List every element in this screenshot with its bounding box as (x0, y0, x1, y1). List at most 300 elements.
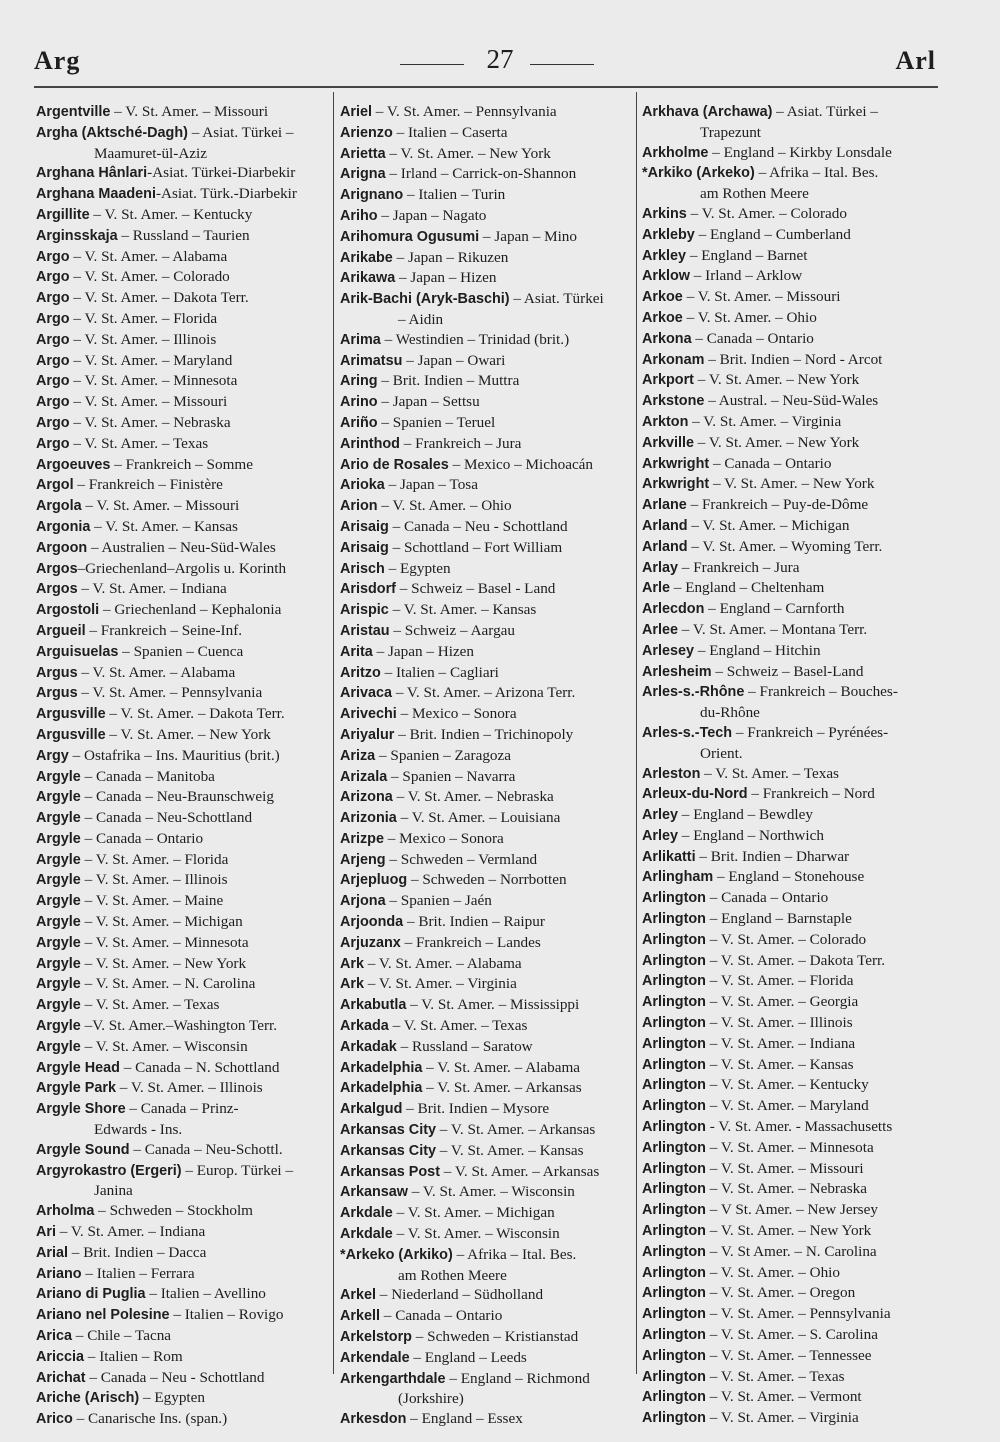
entry-headword: Arica (36, 1328, 72, 1345)
gazetteer-entry (36, 226, 330, 247)
gazetteer-entry (642, 350, 938, 371)
gazetteer-entry (36, 309, 330, 330)
entry-location: – V. St. Amer. – New York (709, 475, 875, 493)
gazetteer-entry (642, 1159, 938, 1180)
entry-headword: Arles-s.-Tech (642, 724, 733, 741)
entry-headword: Ari (36, 1224, 56, 1241)
entry-location: – V. St. Amer. – Indiana (56, 1223, 206, 1241)
entry-headword: Arlington (642, 1160, 706, 1177)
entry-location: – V. St. Amer. – Illinois (80, 871, 228, 889)
entry-headword: Argyle (36, 1038, 81, 1055)
entry-location: – V. St Amer. – N. Carolina (705, 1242, 877, 1260)
entry-location: Janina (94, 1182, 133, 1200)
gazetteer-entry (642, 495, 938, 516)
gazetteer-entry (36, 517, 330, 538)
entry-location: – Schweden – Norrbotten (407, 871, 567, 889)
entry-headword: Arlington (642, 1347, 706, 1364)
entry-location: – Brit. Indien – Raipur (403, 913, 545, 931)
gazetteer-entry (642, 867, 938, 888)
entry-location: – Italien – Ferrara (81, 1264, 195, 1282)
gazetteer-entry (642, 909, 938, 930)
gazetteer-entry (36, 496, 330, 517)
entry-headword: Argoeuves (36, 456, 111, 473)
entry-headword: Argo (36, 331, 70, 348)
gazetteer-entry (340, 870, 632, 891)
entry-location: – Canada – Neu-Schottland (80, 809, 253, 827)
gazetteer-entry (36, 205, 330, 226)
gazetteer-entry (36, 1368, 330, 1389)
gazetteer-entry (36, 954, 330, 975)
entry-headword: Arkel (340, 1287, 376, 1304)
gazetteer-entry (642, 826, 938, 847)
entry-headword: Argus (36, 664, 78, 681)
entry-location: -Asiat. Türkei-Diarbekir (147, 164, 296, 182)
gazetteer-entry (36, 787, 330, 808)
entry-headword: Arkansas City (340, 1142, 436, 1159)
gazetteer-entry (340, 1327, 632, 1348)
entry-location: – V. St. Amer. – Arizona Terr. (392, 684, 576, 702)
entry-location: – Ostafrika – Ins. Mauritius (brit.) (68, 746, 280, 764)
gazetteer-entry (642, 391, 938, 412)
entry-headword: Arlington (642, 1223, 706, 1240)
entry-location: – V. St. Amer. – Florida (69, 309, 218, 327)
entry-location: – V. St. Amer. – Ohio (682, 308, 817, 326)
entry-headword: Arlington (642, 1389, 706, 1406)
entry-location: Trapezunt (700, 123, 762, 141)
header-divider (34, 86, 938, 88)
gazetteer-entry (642, 723, 938, 744)
entry-location: – Japan – Mino (479, 227, 577, 245)
gazetteer-entry (340, 330, 632, 351)
gazetteer-entry (36, 538, 330, 559)
entry-location: Edwards - Ins. (94, 1121, 183, 1139)
entry-headword: Arioka (340, 477, 385, 494)
entry-location: – Spanien – Navarra (387, 767, 516, 785)
entry-location: – Canada – Manitoba (80, 767, 215, 785)
entry-location: – V. St. Amer. – Kentucky (89, 205, 253, 223)
entry-location: – V. St. Amer. – Missouri (69, 393, 228, 411)
entry-headword: Arkdale (340, 1205, 393, 1222)
entry-location: – Canada – Neu-Schottl. (129, 1140, 283, 1158)
gazetteer-entry (36, 642, 330, 663)
entry-headword: Arlington (642, 1035, 706, 1052)
entry-headword: Argyle (36, 872, 81, 889)
gazetteer-entry (36, 392, 330, 413)
entry-location: – V. St. Amer. – Kansas (90, 517, 238, 535)
gazetteer-entry (340, 206, 632, 227)
gazetteer-entry (642, 1221, 938, 1242)
entry-location: – V. St. Amer. – Vermont (705, 1388, 862, 1406)
entry-location: – V. St. Amer. – New York (385, 144, 551, 162)
entry-continuation (36, 1120, 330, 1140)
gazetteer-entry (36, 704, 330, 725)
entry-headword: Arlington (642, 911, 706, 928)
entry-headword: Arkdale (340, 1226, 393, 1243)
gazetteer-entry (36, 933, 330, 954)
entry-headword: Arjoonda (340, 914, 404, 931)
page-number: 27 (486, 44, 514, 74)
entry-location: – V. St. Amer. – Kansas (388, 601, 537, 619)
entry-headword: Argusville (36, 726, 106, 743)
gazetteer-entry (340, 600, 632, 621)
gazetteer-entry (642, 1075, 938, 1096)
gazetteer-entry (340, 579, 632, 600)
entry-location: – V. St. Amer. – Pennsylvania (77, 684, 263, 702)
entry-location: – V. St. Amer. – Texas (80, 996, 220, 1014)
entry-location: – Schweden – Vermland (385, 850, 538, 868)
entry-location: – England – Barnstaple (705, 910, 852, 928)
entry-headword: Argol (36, 477, 74, 494)
gazetteer-entry (642, 454, 938, 475)
entry-headword: Arlingham (642, 869, 714, 886)
entry-location: – V. St. Amer. – Kansas (705, 1055, 854, 1073)
entry-headword: Argyle Sound (36, 1141, 130, 1158)
gazetteer-entry (36, 1243, 330, 1264)
entry-continuation (642, 744, 938, 764)
entry-headword: Arlington (642, 973, 706, 990)
column-divider (636, 92, 637, 1374)
entry-location: – V. St. Amer. – Georgia (705, 993, 859, 1011)
gazetteer-entry (36, 579, 330, 600)
entry-location: – England – Cheltenham (670, 579, 825, 597)
entry-location: – V. St. Amer. – Wyoming Terr. (687, 537, 883, 555)
entry-headword: Arlington (642, 1202, 706, 1219)
entry-location: – Italien – Avellino (145, 1285, 266, 1303)
entry-location: – V. St. Amer. – Maine (80, 892, 224, 910)
gazetteer-entry (340, 912, 632, 933)
gazetteer-entry (642, 537, 938, 558)
entry-location: – Japan – Hizen (372, 642, 475, 660)
entry-location: – Asiat. Türkei (509, 290, 604, 308)
entry-headword: Argo (36, 373, 70, 390)
entry-headword: Argy (36, 747, 69, 764)
entry-location: – Frankreich – Landes (400, 933, 541, 951)
gazetteer-entry (36, 1222, 330, 1243)
entry-continuation (36, 144, 330, 164)
entry-headword: Arico (36, 1411, 73, 1428)
entry-headword: Arlington (642, 994, 706, 1011)
entry-headword: Argyle (36, 997, 81, 1014)
entry-location: – V. St. Amer. – Louisiana (396, 809, 561, 827)
entry-location: – V. St. Amer. – Dakota Terr. (105, 705, 285, 723)
gazetteer-entry (36, 1201, 330, 1222)
entry-location: – Canada – Neu - Schottland (85, 1368, 265, 1386)
gazetteer-entry (340, 621, 632, 642)
entry-headword: Arlington (642, 1243, 706, 1260)
entry-location: – V. St. Amer. – Maryland (69, 351, 233, 369)
entry-location: am Rothen Meere (398, 1266, 507, 1284)
entry-headword: Arkell (340, 1308, 380, 1325)
gazetteer-entry (642, 433, 938, 454)
entry-headword: Arley (642, 827, 678, 844)
entry-location: – Schweiz – Basel-Land (711, 662, 864, 680)
entry-location: – Schweiz – Aargau (389, 621, 516, 639)
entry-headword: Arkalgud (340, 1101, 403, 1118)
entry-headword: Arlesheim (642, 663, 712, 680)
entry-location: – V. St. Amer. – Virginia (705, 1409, 859, 1427)
entry-headword: *Arkeko (Arkiko) (340, 1246, 453, 1263)
entry-location: – V. St. Amer. – Indiana (705, 1034, 856, 1052)
entry-headword: Arghana Hânlari (36, 165, 148, 182)
gazetteer-entry (340, 164, 632, 185)
gazetteer-entry (642, 329, 938, 350)
entry-location: – Schottland – Fort William (388, 538, 563, 556)
entry-location: – Canada – Ontario (80, 829, 204, 847)
entry-headword: Argyle (36, 893, 81, 910)
entry-continuation (642, 184, 938, 204)
entry-location: – V. St. Amer. – Pennsylvania (372, 103, 557, 120)
gazetteer-entry (642, 1055, 938, 1076)
entry-headword: Aring (340, 373, 378, 390)
entry-headword: Argo (36, 394, 70, 411)
entry-headword: Arinthod (340, 435, 400, 452)
gazetteer-entry (642, 163, 938, 184)
entry-headword: Arizonia (340, 810, 397, 827)
entry-location: – Canada – Ontario (380, 1307, 503, 1325)
gazetteer-entry (340, 413, 632, 434)
entry-headword: Arkton (642, 413, 689, 430)
entry-continuation (340, 1389, 632, 1409)
gazetteer-entry (36, 663, 330, 684)
entry-location: – Schweiz – Basel - Land (395, 580, 556, 598)
entry-headword: Ariano di Puglia (36, 1286, 146, 1303)
entry-headword: Arlee (642, 621, 678, 638)
entry-headword: Arlington (642, 1264, 706, 1281)
entry-headword: Arlington (642, 1139, 706, 1156)
entry-headword: Ariccia (36, 1348, 84, 1365)
gazetteer-entry (340, 850, 632, 871)
gazetteer-entry (642, 1200, 938, 1221)
gazetteer-entry (36, 767, 330, 788)
gazetteer-entry (340, 787, 632, 808)
entry-headword: Arignano (340, 187, 404, 204)
running-head-right: Arl (895, 46, 936, 75)
entry-headword: Argos (36, 581, 78, 598)
entry-location: – V. St. Amer. – Pennsylvania (705, 1305, 891, 1323)
gazetteer-entry (36, 184, 330, 205)
entry-headword: Ario de Rosales (340, 456, 449, 473)
entry-location: – Spanien – Zaragoza (375, 746, 511, 764)
entry-location: -Asiat. Türk.-Diarbekir (155, 185, 297, 203)
entry-location: – V. St. Amer. – Alabama (69, 247, 228, 265)
entry-location: du-Rhône (700, 704, 760, 722)
gazetteer-entry (642, 516, 938, 537)
entry-location: – V. St. Amer. – Colorado (69, 268, 230, 286)
entry-location: – V. St. Amer. – Maryland (705, 1097, 869, 1115)
entry-location: – Asiat. Türkei – (772, 103, 878, 120)
entry-location: – Japan – Rikuzen (392, 248, 509, 266)
entry-headword: Arkada (340, 1018, 389, 1035)
gazetteer-entry (642, 1179, 938, 1200)
gazetteer-entry (340, 455, 632, 476)
entry-headword: Argostoli (36, 602, 100, 619)
gazetteer-entry (642, 246, 938, 267)
gazetteer-entry (36, 475, 330, 496)
entry-continuation (340, 1266, 632, 1286)
entry-headword: Arikawa (340, 270, 396, 287)
gazetteer-entry (642, 847, 938, 868)
entry-headword: Ariza (340, 747, 376, 764)
entry-headword: Arienzo (340, 124, 393, 141)
entry-headword: Ariche (Arisch) (36, 1390, 140, 1407)
gazetteer-entry (36, 267, 330, 288)
gazetteer-entry (340, 559, 632, 580)
gazetteer-entry (36, 351, 330, 372)
entry-headword: Argyle Shore (36, 1101, 126, 1118)
gazetteer-entry (36, 974, 330, 995)
entry-location: – V. St. Amer. – Texas (700, 764, 839, 782)
entry-location: Orient. (700, 744, 743, 762)
entry-headword: Argus (36, 685, 78, 702)
entry-headword: Arkins (642, 205, 687, 222)
entry-location: – V. St. Amer. – New York (705, 1222, 872, 1240)
entry-headword: Arkengarthdale (340, 1370, 446, 1387)
gazetteer-entry (642, 930, 938, 951)
entry-location: – England – Leeds (409, 1348, 527, 1366)
entry-headword: Arivaca (340, 685, 393, 702)
entry-headword: Arizpe (340, 830, 384, 847)
gazetteer-entry (642, 308, 938, 329)
entry-location: – Westindien – Trinidad (brit.) (380, 330, 570, 348)
entry-headword: Arleux-du-Nord (642, 786, 748, 803)
gazetteer-entry (340, 517, 632, 538)
entry-location: – England – Kirkby Lonsdale (708, 143, 892, 161)
entry-headword: Arkwright (642, 455, 710, 472)
entry-headword: Argyle (36, 914, 81, 931)
entry-headword: Arimatsu (340, 352, 403, 369)
entry-headword: Argyrokastro (Ergeri) (36, 1162, 182, 1179)
entry-headword: Arjepluog (340, 872, 408, 889)
gazetteer-entry (340, 808, 632, 829)
gazetteer-entry (36, 163, 330, 184)
entry-headword: Arigna (340, 166, 386, 183)
entry-headword: Arkadak (340, 1038, 397, 1055)
entry-headword: Arkleby (642, 226, 695, 243)
gazetteer-entry (36, 123, 330, 144)
gazetteer-entry (36, 808, 330, 829)
entry-location: – Canada – Ontario (691, 329, 814, 347)
entry-location: – England – Barnet (686, 246, 808, 264)
gazetteer-entry (642, 266, 938, 287)
entry-location: – Frankreich – Jura (678, 558, 800, 576)
entry-headword: Ariho (340, 207, 378, 224)
entry-location: – Frankreich – Jura (399, 434, 522, 452)
gazetteer-entry (340, 683, 632, 704)
gazetteer-entry (340, 123, 632, 144)
entry-headword: Argo (36, 290, 70, 307)
gazetteer-entry (36, 683, 330, 704)
entry-headword: Arlington (642, 952, 706, 969)
running-head-left: Arg (34, 46, 81, 75)
entry-headword: Argillite (36, 206, 90, 223)
entry-location: – V. St. Amer. – Michigan (687, 516, 850, 534)
gazetteer-entry (340, 1182, 632, 1203)
gazetteer-entry (36, 1037, 330, 1058)
entry-location: – Brit. Indien – Dharwar (695, 847, 850, 865)
entry-headword: Arino (340, 394, 378, 411)
entry-headword: Arizala (340, 768, 388, 785)
entry-location: – England – Bewdley (678, 806, 813, 824)
entry-location: – V. St. Amer. – S. Carolina (705, 1326, 878, 1344)
entry-location: – Spanien – Teruel (377, 413, 496, 431)
gazetteer-entry (36, 600, 330, 621)
entry-location: – V. St. Amer. – Florida (80, 850, 229, 868)
gazetteer-entry (36, 1099, 330, 1120)
entry-location: – Italien – Cagliari (380, 663, 499, 681)
entry-location: – V. St. Amer. – Nebraska (69, 413, 231, 431)
entry-location: – Russland – Taurien (117, 226, 250, 244)
entry-headword: Arle (642, 580, 670, 597)
gazetteer-entry (340, 1203, 632, 1224)
entry-location: – V. St. Amer. – Montana Terr. (678, 620, 868, 638)
entry-headword: Arlay (642, 559, 678, 576)
entry-headword: Aritzo (340, 664, 381, 681)
entry-location: – V. St. Amer. – Indiana (77, 580, 227, 598)
entry-location: – V. St. Amer. – Wisconsin (80, 1037, 248, 1055)
gazetteer-entry (340, 227, 632, 248)
entry-location: – Frankreich – Somme (110, 455, 253, 473)
entry-location: – Japan – Nagato (377, 206, 487, 224)
entry-location: – Chile – Tacna (72, 1327, 172, 1345)
gazetteer-entry (340, 496, 632, 517)
entry-headword: Argusville (36, 706, 106, 723)
entry-location: – Japan – Hizen (395, 269, 497, 287)
entry-location: – Afrika – Ital. Bes. (754, 164, 879, 182)
gazetteer-entry (340, 767, 632, 788)
gazetteer-entry (642, 370, 938, 391)
entry-headword: Arkadelphia (340, 1080, 423, 1097)
entry-location: – Canada – Ontario (709, 454, 832, 472)
entry-location: – England – Stonehouse (713, 868, 865, 886)
gazetteer-entry (642, 1304, 938, 1325)
gazetteer-entry (340, 434, 632, 455)
gazetteer-entry (642, 599, 938, 620)
entry-location: – V. St. Amer. – Nebraska (392, 788, 554, 806)
gazetteer-entry (340, 1099, 632, 1120)
gazetteer-entry (340, 371, 632, 392)
entry-location: – V. St. Amer. – Illinois (69, 330, 217, 348)
entry-headword: Arkabutla (340, 997, 407, 1014)
gazetteer-entry (340, 1348, 632, 1369)
entry-headword: Argo (36, 269, 70, 286)
entry-headword: Aristau (340, 622, 390, 639)
entry-headword: Arlington (642, 1098, 706, 1115)
entry-headword: Arginsskaja (36, 227, 118, 244)
entry-location: – V St. Amer. – New Jersey (705, 1201, 878, 1219)
gazetteer-entry (340, 1409, 632, 1430)
entry-headword: Arkwright (642, 476, 710, 493)
entry-headword: Arlington (642, 1410, 706, 1427)
entry-headword: Argo (36, 414, 70, 431)
entry-location: – England – Hitchin (694, 641, 821, 659)
entry-headword: Arkoe (642, 289, 683, 306)
entry-location: – V. St. Amer. – Arkansas (436, 1121, 596, 1139)
entry-location: – V. St. Amer. – Colorado (686, 204, 847, 222)
entry-location: – V. St. Amer. – Texas (69, 434, 209, 452)
entry-location: – V. St. Amer. – Missouri (705, 1159, 864, 1177)
entry-location: – Irland – Arklow (689, 267, 803, 285)
entry-headword: Argyle (36, 810, 81, 827)
gazetteer-entry (340, 954, 632, 975)
column-2 (340, 102, 632, 1430)
entry-location: – Italien – Turin (403, 186, 506, 204)
gazetteer-entry (36, 746, 330, 767)
entry-location: – England – Northwich (678, 826, 824, 844)
entry-location: – V. St. Amer. – New York (693, 371, 860, 389)
entry-headword: Arkansas City (340, 1122, 436, 1139)
gazetteer-entry (36, 559, 330, 580)
gazetteer-entry (340, 1120, 632, 1141)
